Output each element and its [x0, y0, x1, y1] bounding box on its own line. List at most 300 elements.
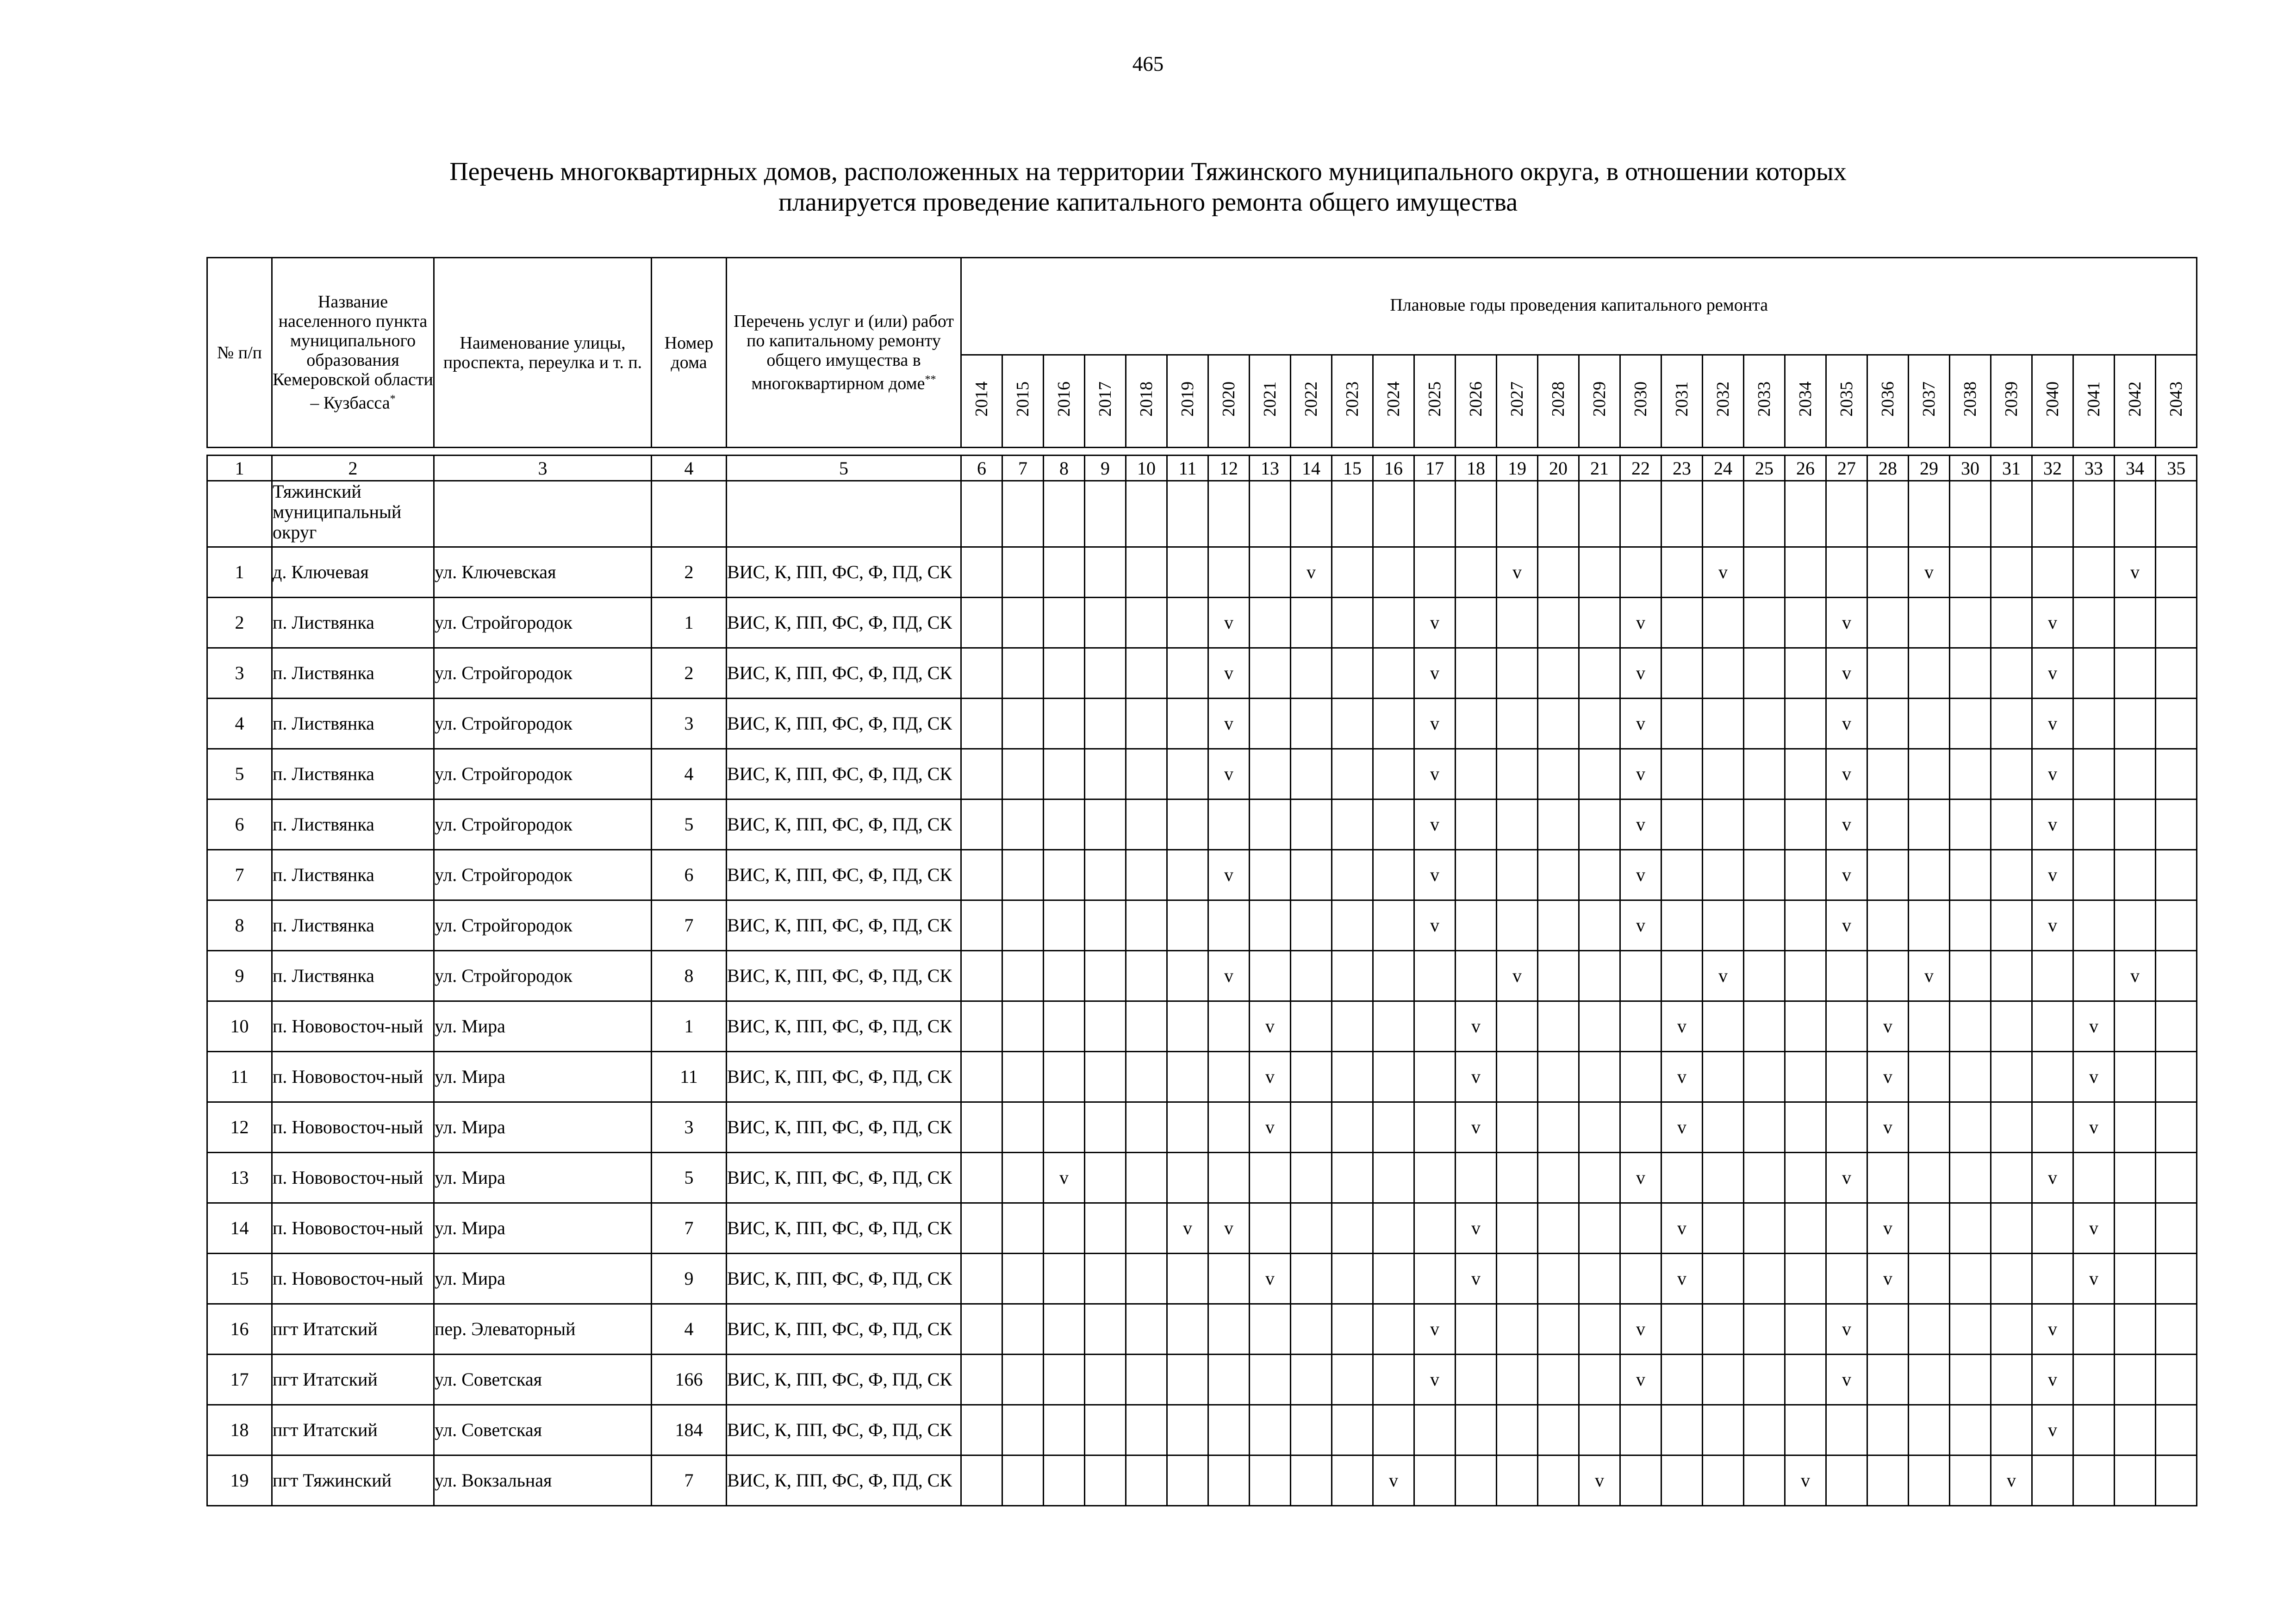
row-street: ул. Стройгородок: [434, 951, 652, 1001]
year-cell-2038: [1950, 1153, 1991, 1203]
year-cell-2015: [1002, 1001, 1044, 1052]
year-cell-2023: [1332, 1304, 1373, 1355]
spacer-cell: [1291, 448, 1332, 456]
year-cell-2035: [1826, 1455, 1867, 1506]
row-works: ВИС, К, ПП, ФС, Ф, ПД, СК: [727, 749, 961, 800]
year-cell-2019: [1167, 547, 1208, 598]
year-cell-2043: [2156, 900, 2197, 951]
group-empty-cell: [1414, 481, 1456, 547]
year-cell-2018: [1126, 800, 1167, 850]
year-cell-2016: [1044, 900, 1085, 951]
year-header-2016: [1044, 355, 1085, 448]
year-header-2033: [1744, 355, 1785, 448]
year-header-2014: [961, 355, 1002, 448]
year-cell-2036: [1867, 1153, 1909, 1203]
year-cell-2026: [1456, 850, 1497, 900]
year-mark-2024: v: [1373, 1455, 1414, 1506]
year-cell-2017: [1085, 1203, 1126, 1254]
year-cell-2042: [2115, 850, 2156, 900]
year-mark-2030: v: [1620, 1304, 1661, 1355]
row-number: 8: [207, 900, 272, 951]
row-street: ул. Мира: [434, 1052, 652, 1102]
group-empty-cell: [1332, 481, 1373, 547]
year-mark-2031: v: [1661, 1102, 1703, 1153]
year-cell-2040: [2032, 1102, 2073, 1153]
year-cell-2028: [1538, 1203, 1579, 1254]
table-row: [207, 648, 2197, 699]
year-cell-2019: [1167, 850, 1208, 900]
year-mark-2035: v: [1826, 699, 1867, 749]
year-label: 2039: [2002, 381, 2021, 417]
column-number: 17: [1414, 456, 1456, 481]
year-label: 2033: [1755, 381, 1774, 417]
year-cell-2032: [1703, 1203, 1744, 1254]
year-cell-2042: [2115, 1304, 2156, 1355]
table-row: [207, 951, 2197, 1001]
year-cell-2018: [1126, 699, 1167, 749]
year-cell-2018: [1126, 1455, 1167, 1506]
year-cell-2036: [1867, 1304, 1909, 1355]
row-street: ул. Стройгородок: [434, 800, 652, 850]
table-row: [207, 850, 2197, 900]
year-cell-2023: [1332, 951, 1373, 1001]
group-empty-cell: [727, 481, 961, 547]
year-cell-2031: [1661, 699, 1703, 749]
year-cell-2017: [1085, 1304, 1126, 1355]
row-number: 16: [207, 1304, 272, 1355]
year-cell-2027: [1497, 1203, 1538, 1254]
row-house: 9: [652, 1254, 727, 1304]
page-title: [0, 156, 2296, 218]
year-label: 2034: [1796, 381, 1815, 417]
year-cell-2024: [1373, 598, 1414, 648]
spacer-cell: [1373, 448, 1414, 456]
year-mark-2037: v: [1909, 547, 1950, 598]
year-cell-2027: [1497, 648, 1538, 699]
year-cell-2037: [1909, 598, 1950, 648]
spacer-cell: [1991, 448, 2032, 456]
year-mark-2022: v: [1291, 547, 1332, 598]
year-cell-2041: [2073, 951, 2115, 1001]
year-mark-2041: v: [2073, 1102, 2115, 1153]
year-cell-2041: [2073, 1153, 2115, 1203]
year-cell-2027: [1497, 800, 1538, 850]
row-street: ул. Стройгородок: [434, 648, 652, 699]
year-cell-2031: [1661, 547, 1703, 598]
year-cell-2039: [1991, 1254, 2032, 1304]
year-cell-2017: [1085, 1405, 1126, 1455]
year-cell-2021: [1250, 1455, 1291, 1506]
year-cell-2032: [1703, 1254, 1744, 1304]
year-cell-2041: [2073, 1304, 2115, 1355]
year-cell-2024: [1373, 1153, 1414, 1203]
year-cell-2034: [1785, 800, 1826, 850]
column-numbers-row: [207, 456, 2197, 481]
year-header-2040: [2032, 355, 2073, 448]
year-cell-2023: [1332, 1001, 1373, 1052]
year-cell-2033: [1744, 1153, 1785, 1203]
year-cell-2036: [1867, 749, 1909, 800]
year-cell-2028: [1538, 699, 1579, 749]
year-mark-2035: v: [1826, 598, 1867, 648]
spacer-cell: [1909, 448, 1950, 456]
year-cell-2016: [1044, 749, 1085, 800]
year-cell-2026: [1456, 547, 1497, 598]
year-cell-2032: [1703, 900, 1744, 951]
year-cell-2043: [2156, 850, 2197, 900]
spacer-cell: [1208, 448, 1250, 456]
year-cell-2043: [2156, 547, 2197, 598]
year-mark-2030: v: [1620, 749, 1661, 800]
year-cell-2027: [1497, 598, 1538, 648]
year-mark-2016: v: [1044, 1153, 1085, 1203]
group-empty-cell: [2032, 481, 2073, 547]
year-cell-2019: [1167, 648, 1208, 699]
year-cell-2015: [1002, 1355, 1044, 1405]
year-cell-2030: [1620, 1001, 1661, 1052]
spacer-cell: [272, 448, 434, 456]
year-cell-2029: [1579, 749, 1620, 800]
spacer-cell: [1620, 448, 1661, 456]
table-row: [207, 1355, 2197, 1405]
group-empty-cell: [1208, 481, 1250, 547]
year-cell-2025: [1414, 547, 1456, 598]
year-cell-2021: [1250, 598, 1291, 648]
year-cell-2036: [1867, 800, 1909, 850]
year-cell-2020: [1208, 1304, 1250, 1355]
row-number: 1: [207, 547, 272, 598]
year-mark-2030: v: [1620, 800, 1661, 850]
year-cell-2032: [1703, 1455, 1744, 1506]
year-cell-2022: [1291, 648, 1332, 699]
year-label: 2023: [1343, 381, 1362, 417]
row-settlement: п. Листвянка: [272, 699, 434, 749]
year-cell-2023: [1332, 800, 1373, 850]
year-header-2036: [1867, 355, 1909, 448]
year-cell-2018: [1126, 1001, 1167, 1052]
year-cell-2017: [1085, 951, 1126, 1001]
year-mark-2032: v: [1703, 951, 1744, 1001]
group-empty-cell: [1703, 481, 1744, 547]
spacer-cell: [1826, 448, 1867, 456]
year-mark-2021: v: [1250, 1052, 1291, 1102]
spacer-cell: [1414, 448, 1456, 456]
year-cell-2029: [1579, 1052, 1620, 1102]
year-cell-2029: [1579, 850, 1620, 900]
column-number: 20: [1538, 456, 1579, 481]
group-empty-cell: [1579, 481, 1620, 547]
year-cell-2015: [1002, 951, 1044, 1001]
year-header-2035: [1826, 355, 1867, 448]
year-cell-2019: [1167, 951, 1208, 1001]
row-settlement: пгт Тяжинский: [272, 1455, 434, 1506]
year-label: 2024: [1384, 381, 1403, 417]
year-cell-2033: [1744, 648, 1785, 699]
header-settlement-footnote: *: [390, 393, 396, 406]
year-mark-2026: v: [1456, 1001, 1497, 1052]
year-cell-2030: [1620, 1052, 1661, 1102]
year-cell-2016: [1044, 951, 1085, 1001]
spacer-cell: [1085, 448, 1126, 456]
year-cell-2029: [1579, 1355, 1620, 1405]
year-cell-2034: [1785, 1102, 1826, 1153]
row-works: ВИС, К, ПП, ФС, Ф, ПД, СК: [727, 951, 961, 1001]
year-cell-2024: [1373, 1203, 1414, 1254]
group-empty-cell: [1909, 481, 1950, 547]
year-cell-2021: [1250, 1405, 1291, 1455]
year-cell-2041: [2073, 699, 2115, 749]
year-cell-2014: [961, 1102, 1002, 1153]
year-cell-2037: [1909, 699, 1950, 749]
year-cell-2022: [1291, 850, 1332, 900]
year-cell-2042: [2115, 900, 2156, 951]
year-cell-2041: [2073, 1405, 2115, 1455]
group-empty-cell: [2115, 481, 2156, 547]
year-cell-2032: [1703, 598, 1744, 648]
year-mark-2026: v: [1456, 1203, 1497, 1254]
column-number: 15: [1332, 456, 1373, 481]
group-empty-cell: [1950, 481, 1991, 547]
year-cell-2015: [1002, 800, 1044, 850]
year-cell-2015: [1002, 547, 1044, 598]
year-cell-2017: [1085, 699, 1126, 749]
year-cell-2037: [1909, 1405, 1950, 1455]
year-cell-2034: [1785, 1254, 1826, 1304]
year-cell-2029: [1579, 598, 1620, 648]
year-cell-2043: [2156, 951, 2197, 1001]
group-empty-cell: [1826, 481, 1867, 547]
year-cell-2015: [1002, 1102, 1044, 1153]
year-cell-2015: [1002, 1304, 1044, 1355]
year-cell-2031: [1661, 800, 1703, 850]
year-cell-2038: [1950, 1355, 1991, 1405]
year-mark-2040: v: [2032, 900, 2073, 951]
year-cell-2021: [1250, 547, 1291, 598]
year-cell-2029: [1579, 547, 1620, 598]
year-cell-2026: [1456, 1153, 1497, 1203]
year-cell-2014: [961, 1455, 1002, 1506]
year-cell-2022: [1291, 951, 1332, 1001]
title-line-1: Перечень многоквартирных домов, расположенных на территории Тяжинского муниципального округа, в отношении которых: [449, 157, 1847, 186]
group-empty-cell: [961, 481, 1002, 547]
year-cell-2028: [1538, 1102, 1579, 1153]
year-cell-2038: [1950, 1001, 1991, 1052]
year-cell-2032: [1703, 699, 1744, 749]
header-works-text: Перечень услуг и (или) работ по капитальному ремонту общего имущества в многоквартирном доме: [734, 312, 954, 394]
year-cell-2018: [1126, 900, 1167, 951]
row-house: 1: [652, 1001, 727, 1052]
row-house: 2: [652, 547, 727, 598]
table-row: [207, 1153, 2197, 1203]
column-number: 28: [1867, 456, 1909, 481]
year-cell-2025: [1414, 1001, 1456, 1052]
row-number: 7: [207, 850, 272, 900]
year-mark-2040: v: [2032, 800, 2073, 850]
year-cell-2022: [1291, 1304, 1332, 1355]
year-cell-2031: [1661, 648, 1703, 699]
spacer-cell: [1703, 448, 1744, 456]
row-street: ул. Мира: [434, 1153, 652, 1203]
year-cell-2030: [1620, 1203, 1661, 1254]
row-street: пер. Элеваторный: [434, 1304, 652, 1355]
year-cell-2027: [1497, 1405, 1538, 1455]
year-mark-2030: v: [1620, 1355, 1661, 1405]
table-row: [207, 699, 2197, 749]
year-cell-2041: [2073, 547, 2115, 598]
year-cell-2024: [1373, 699, 1414, 749]
year-mark-2020: v: [1208, 850, 1250, 900]
year-cell-2018: [1126, 1203, 1167, 1254]
year-cell-2029: [1579, 1254, 1620, 1304]
year-cell-2027: [1497, 1455, 1538, 1506]
table-row: [207, 749, 2197, 800]
row-number: 19: [207, 1455, 272, 1506]
year-cell-2032: [1703, 1102, 1744, 1153]
row-house: 7: [652, 900, 727, 951]
column-number: 4: [652, 456, 727, 481]
year-cell-2019: [1167, 1304, 1208, 1355]
year-mark-2020: v: [1208, 648, 1250, 699]
row-works: ВИС, К, ПП, ФС, Ф, ПД, СК: [727, 900, 961, 951]
year-mark-2040: v: [2032, 699, 2073, 749]
column-number: 3: [434, 456, 652, 481]
year-mark-2040: v: [2032, 1304, 2073, 1355]
year-cell-2030: [1620, 547, 1661, 598]
row-settlement: п. Листвянка: [272, 598, 434, 648]
row-number: 4: [207, 699, 272, 749]
year-cell-2040: [2032, 1254, 2073, 1304]
year-cell-2039: [1991, 1153, 2032, 1203]
year-cell-2029: [1579, 1102, 1620, 1153]
group-empty-cell: [1085, 481, 1126, 547]
year-cell-2014: [961, 951, 1002, 1001]
year-cell-2024: [1373, 1405, 1414, 1455]
year-cell-2021: [1250, 1153, 1291, 1203]
year-cell-2034: [1785, 648, 1826, 699]
year-cell-2042: [2115, 800, 2156, 850]
year-cell-2017: [1085, 1001, 1126, 1052]
year-label: 2042: [2125, 381, 2145, 417]
year-cell-2015: [1002, 1405, 1044, 1455]
year-cell-2018: [1126, 1052, 1167, 1102]
year-cell-2039: [1991, 800, 2032, 850]
year-cell-2042: [2115, 1153, 2156, 1203]
year-mark-2031: v: [1661, 1254, 1703, 1304]
row-number: 2: [207, 598, 272, 648]
year-mark-2021: v: [1250, 1254, 1291, 1304]
year-cell-2040: [2032, 1052, 2073, 1102]
row-house: 8: [652, 951, 727, 1001]
row-works: ВИС, К, ПП, ФС, Ф, ПД, СК: [727, 1102, 961, 1153]
year-cell-2032: [1703, 1405, 1744, 1455]
year-cell-2027: [1497, 749, 1538, 800]
row-number: 11: [207, 1052, 272, 1102]
year-cell-2042: [2115, 1405, 2156, 1455]
year-cell-2031: [1661, 900, 1703, 951]
column-number: 34: [2115, 456, 2156, 481]
year-header-2038: [1950, 355, 1991, 448]
year-cell-2021: [1250, 1203, 1291, 1254]
group-num-cell: [207, 481, 272, 547]
column-number: 16: [1373, 456, 1414, 481]
year-cell-2022: [1291, 598, 1332, 648]
year-cell-2042: [2115, 699, 2156, 749]
year-cell-2028: [1538, 1405, 1579, 1455]
year-cell-2014: [961, 800, 1002, 850]
year-cell-2029: [1579, 951, 1620, 1001]
year-mark-2025: v: [1414, 699, 1456, 749]
year-header-2015: [1002, 355, 1044, 448]
year-cell-2037: [1909, 1254, 1950, 1304]
year-cell-2022: [1291, 749, 1332, 800]
year-cell-2024: [1373, 648, 1414, 699]
year-cell-2039: [1991, 547, 2032, 598]
year-cell-2027: [1497, 900, 1538, 951]
year-cell-2042: [2115, 1052, 2156, 1102]
year-cell-2017: [1085, 648, 1126, 699]
year-cell-2041: [2073, 900, 2115, 951]
year-label: 2036: [1878, 381, 1898, 417]
row-settlement: пгт Итатский: [272, 1355, 434, 1405]
year-cell-2024: [1373, 951, 1414, 1001]
year-mark-2035: v: [1826, 850, 1867, 900]
year-cell-2029: [1579, 699, 1620, 749]
year-cell-2028: [1538, 900, 1579, 951]
table-row: [207, 1102, 2197, 1153]
year-cell-2041: [2073, 648, 2115, 699]
year-cell-2018: [1126, 1355, 1167, 1405]
year-cell-2021: [1250, 800, 1291, 850]
year-cell-2023: [1332, 1153, 1373, 1203]
year-cell-2033: [1744, 749, 1785, 800]
year-cell-2039: [1991, 951, 2032, 1001]
year-label: 2030: [1631, 381, 1650, 417]
year-cell-2033: [1744, 598, 1785, 648]
row-street: ул. Мира: [434, 1102, 652, 1153]
row-settlement: п. Листвянка: [272, 951, 434, 1001]
year-mark-2020: v: [1208, 1203, 1250, 1254]
year-header-2023: [1332, 355, 1373, 448]
year-cell-2020: [1208, 1455, 1250, 1506]
spacer-cell: [2156, 448, 2197, 456]
year-cell-2021: [1250, 749, 1291, 800]
year-cell-2033: [1744, 1304, 1785, 1355]
row-number: 13: [207, 1153, 272, 1203]
row-works: ВИС, К, ПП, ФС, Ф, ПД, СК: [727, 648, 961, 699]
header-works-footnote: **: [925, 374, 936, 386]
row-number: 12: [207, 1102, 272, 1153]
year-cell-2019: [1167, 749, 1208, 800]
year-cell-2031: [1661, 1355, 1703, 1405]
year-header-2017: [1085, 355, 1126, 448]
year-label: 2041: [2084, 381, 2103, 417]
year-label: 2026: [1466, 381, 1486, 417]
year-mark-2035: v: [1826, 1355, 1867, 1405]
year-cell-2023: [1332, 1052, 1373, 1102]
year-cell-2042: [2115, 598, 2156, 648]
header-planned-years: Плановые годы проведения капитального ремонта: [961, 258, 2197, 355]
year-cell-2037: [1909, 900, 1950, 951]
year-cell-2034: [1785, 749, 1826, 800]
column-number: 6: [961, 456, 1002, 481]
table-row: [207, 1455, 2197, 1506]
column-number: 26: [1785, 456, 1826, 481]
row-house: 6: [652, 850, 727, 900]
row-works: ВИС, К, ПП, ФС, Ф, ПД, СК: [727, 1405, 961, 1455]
year-cell-2024: [1373, 749, 1414, 800]
row-street: ул. Стройгородок: [434, 850, 652, 900]
year-cell-2016: [1044, 850, 1085, 900]
